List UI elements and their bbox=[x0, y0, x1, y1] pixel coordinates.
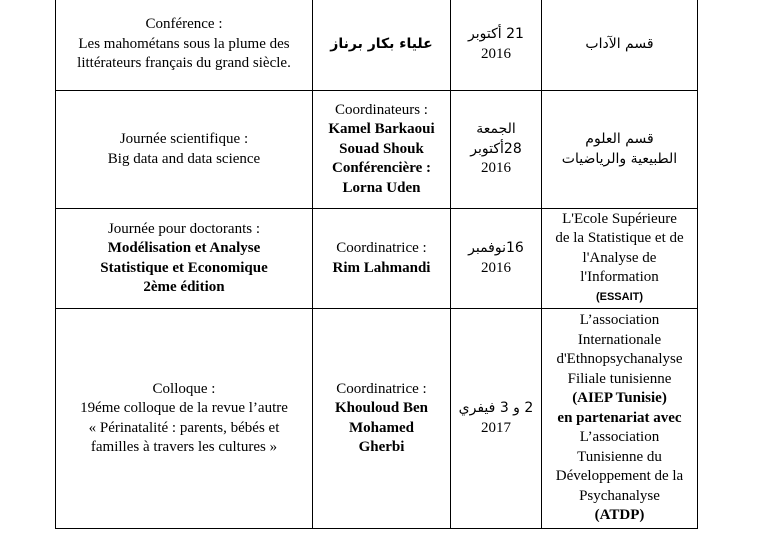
organizer-line: L’association bbox=[579, 312, 660, 329]
event-line: Conférence : bbox=[145, 16, 223, 33]
event-cell bbox=[56, 91, 313, 209]
speaker-name: Lorna Uden bbox=[342, 179, 421, 196]
date-line: 2 و 3 فيفري bbox=[458, 400, 534, 416]
organizer-line: قسم الآداب bbox=[585, 35, 654, 52]
event-cell bbox=[56, 209, 313, 309]
table-row bbox=[56, 0, 698, 91]
people-cell bbox=[313, 309, 451, 529]
organizer-abbreviation: (ESSAIT) bbox=[595, 290, 644, 303]
organizer-cell bbox=[542, 209, 698, 309]
coordinator-label: Coordinatrice : bbox=[336, 240, 427, 256]
coordinator-label: Coordinatrice : bbox=[336, 380, 427, 397]
coordinators-label: Coordinateurs : bbox=[335, 101, 428, 118]
event-line: Les mahométans sous la plume des bbox=[78, 35, 290, 52]
organizer-bold-line: (AIEP Tunisie) bbox=[572, 390, 667, 407]
event-label: Journée pour doctorants : bbox=[107, 220, 261, 237]
event-title-line: 2ème édition bbox=[143, 279, 225, 295]
speaker-label: Conférencière : bbox=[332, 160, 431, 177]
people-cell bbox=[313, 91, 451, 209]
speaker-name: علياء بكار برناز bbox=[330, 35, 433, 52]
table-row bbox=[56, 309, 698, 529]
coordinator-name: Kamel Barkaoui bbox=[328, 121, 435, 138]
date-year: 2016 bbox=[481, 259, 511, 276]
organizer-line: Psychanalyse bbox=[579, 487, 660, 504]
organizer-line: قسم العلوم bbox=[585, 131, 654, 147]
people-cell bbox=[313, 0, 451, 91]
date-cell bbox=[451, 209, 542, 309]
date-cell bbox=[451, 0, 542, 91]
event-line: « Périnatalité : parents, bébés et bbox=[88, 419, 280, 436]
event-cell bbox=[56, 0, 313, 91]
organizer-line: l'Information bbox=[580, 269, 659, 286]
date-line: 16نوفمبر bbox=[468, 240, 524, 256]
organizer-line: l'Analyse de bbox=[582, 249, 657, 266]
date-line: 28أكتوبر bbox=[470, 140, 522, 157]
organizer-abbreviation: (ATDP) bbox=[594, 507, 645, 524]
event-title-line: Modélisation et Analyse bbox=[107, 240, 261, 256]
organizer-cell bbox=[542, 91, 698, 209]
organizer-line: L’association bbox=[579, 429, 660, 446]
organizer-line: d'Ethnopsychanalyse bbox=[556, 351, 683, 368]
event-line: 19éme colloque de la revue l’autre bbox=[80, 400, 288, 416]
coordinator-name: Gherbi bbox=[358, 439, 405, 455]
event-line: familles à travers les cultures » bbox=[90, 439, 278, 455]
organizer-line: Internationale bbox=[577, 331, 662, 348]
event-line: Journée scientifique : bbox=[119, 131, 249, 147]
coordinator-name: Mohamed bbox=[349, 419, 414, 436]
organizer-line: de la Statistique et de bbox=[555, 230, 684, 247]
organizer-bold-line: en partenariat avec bbox=[557, 409, 682, 426]
date-cell bbox=[451, 309, 542, 529]
coordinator-name: Souad Shouk bbox=[339, 140, 424, 157]
events-table bbox=[55, 0, 698, 529]
coordinator-name: Khouloud Ben bbox=[335, 400, 428, 416]
event-line: Big data and data science bbox=[107, 150, 261, 167]
organizer-line: الطبيعية والرياضيات bbox=[561, 150, 678, 167]
organizer-line: L'Ecole Supérieure bbox=[562, 210, 677, 227]
organizer-line: Tunisienne du bbox=[577, 448, 662, 465]
table-row bbox=[56, 209, 698, 309]
date-year: 2016 bbox=[481, 45, 511, 62]
organizer-line: Filiale tunisienne bbox=[567, 370, 672, 387]
people-cell bbox=[313, 209, 451, 309]
date-year: 2017 bbox=[481, 419, 511, 436]
organizer-line: Développement de la bbox=[555, 468, 684, 485]
organizer-cell bbox=[542, 0, 698, 91]
coordinator-name: Rim Lahmandi bbox=[332, 259, 431, 276]
date-line: 21 أكتوبر bbox=[468, 26, 524, 42]
event-title-line: Statistique et Economique bbox=[100, 259, 268, 276]
event-cell bbox=[56, 309, 313, 529]
event-line: littérateurs français du grand siècle. bbox=[77, 55, 291, 72]
date-year: 2016 bbox=[481, 160, 511, 177]
date-line: الجمعة bbox=[476, 121, 516, 138]
table-row bbox=[56, 91, 698, 209]
organizer-cell bbox=[542, 309, 698, 529]
date-cell bbox=[451, 91, 542, 209]
event-line: Colloque : bbox=[152, 380, 216, 397]
